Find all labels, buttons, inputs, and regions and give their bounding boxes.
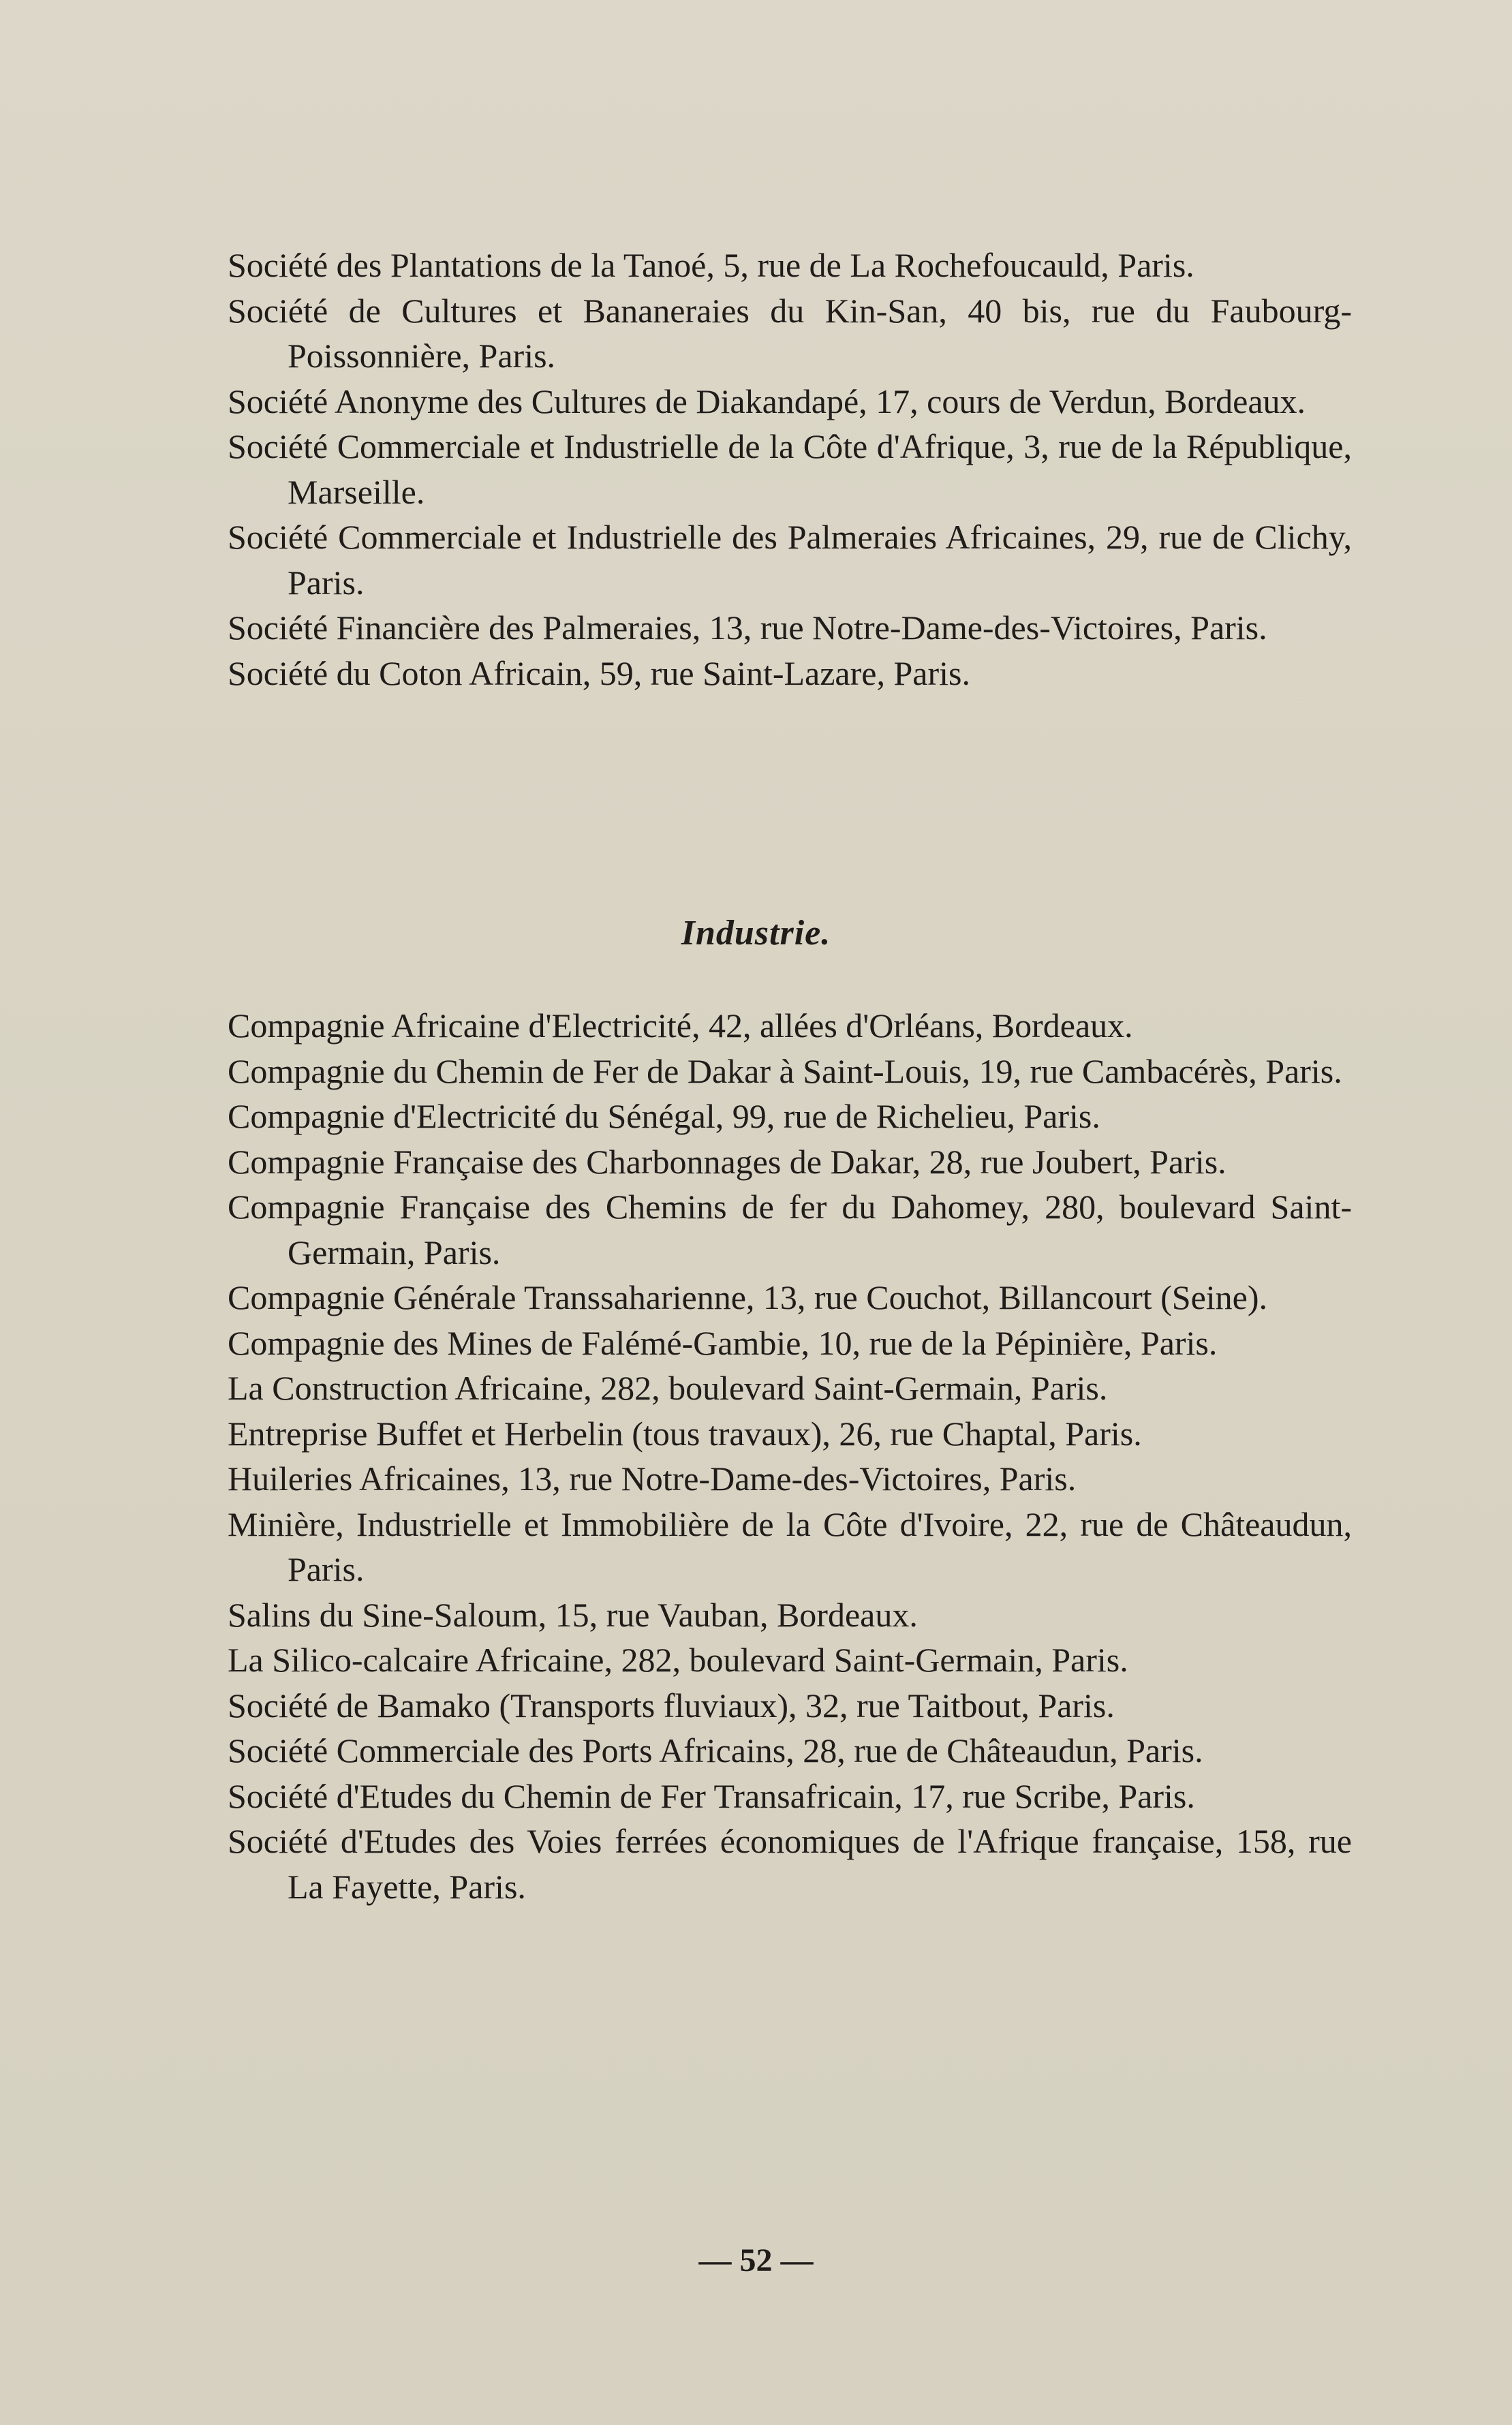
list-item: Société Commerciale et Industrielle des Palmeraies Africaines, 29, rue de Clichy, Paris. <box>228 518 1352 602</box>
list-item: Société Commerciale des Ports Africains, 28, rue de Châteaudun, Paris. <box>228 1731 1203 1770</box>
company-list-agriculture <box>228 243 1352 696</box>
list-item: La Silico-calcaire Africaine, 282, boulevard Saint-Germain, Paris. <box>228 1641 1128 1679</box>
list-item: Compagnie des Mines de Falémé-Gambie, 10, rue de la Pépinière, Paris. <box>228 1323 1218 1362</box>
list-item: Compagnie du Chemin de Fer de Dakar à Saint-Louis, 19, rue Cambacérès, Paris. <box>228 1051 1342 1090</box>
company-list-industry <box>228 1003 1352 1909</box>
section-heading: Industrie. <box>681 914 831 953</box>
list-item: Société des Plantations de la Tanoé, 5, rue de La Rochefoucauld, Paris. <box>228 246 1194 284</box>
list-item: Société d'Etudes du Chemin de Fer Transafricain, 17, rue Scribe, Paris. <box>228 1776 1195 1815</box>
list-item: Société de Cultures et Bananeraies du Kin-San, 40 bis, rue du Faubourg-Poissonnière, Paris. <box>228 291 1352 375</box>
list-item: Société du Coton Africain, 59, rue Saint-Lazare, Paris. <box>228 653 970 692</box>
list-item: Société Commerciale et Industrielle de la Côte d'Afrique, 3, rue de la République, Marseille. <box>228 427 1352 511</box>
list-item: Compagnie d'Electricité du Sénégal, 99, rue de Richelieu, Paris. <box>228 1097 1100 1135</box>
list-item: Compagnie Française des Charbonnages de Dakar, 28, rue Joubert, Paris. <box>228 1142 1226 1181</box>
list-item: Société Financière des Palmeraies, 13, rue Notre-Dame-des-Victoires, Paris. <box>228 608 1267 647</box>
list-item: Compagnie Générale Transsaharienne, 13, rue Couchot, Billancourt (Seine). <box>228 1278 1268 1316</box>
list-item: Société de Bamako (Transports fluviaux), 32, rue Taitbout, Paris. <box>228 1686 1115 1725</box>
list-item: La Construction Africaine, 282, boulevard Saint-Germain, Paris. <box>228 1369 1108 1407</box>
list-item: Compagnie Africaine d'Electricité, 42, allées d'Orléans, Bordeaux. <box>228 1006 1133 1045</box>
list-item: Huileries Africaines, 13, rue Notre-Dame-des-Victoires, Paris. <box>228 1459 1077 1498</box>
list-item: Société d'Etudes des Voies ferrées économiques de l'Afrique française, 158, rue La Fayette, Paris. <box>228 1822 1352 1906</box>
list-item: Compagnie Française des Chemins de fer du Dahomey, 280, boulevard Saint-Germain, Paris. <box>228 1188 1352 1271</box>
list-item: Société Anonyme des Cultures de Diakandapé, 17, cours de Verdun, Bordeaux. <box>228 382 1306 420</box>
list-item: Entreprise Buffet et Herbelin (tous travaux), 26, rue Chaptal, Paris. <box>228 1414 1142 1453</box>
list-item: Salins du Sine-Saloum, 15, rue Vauban, Bordeaux. <box>228 1595 918 1634</box>
page-number: — 52 — <box>698 2242 814 2279</box>
list-item: Minière, Industrielle et Immobilière de la Côte d'Ivoire, 22, rue de Châteaudun, Paris. <box>228 1504 1352 1588</box>
